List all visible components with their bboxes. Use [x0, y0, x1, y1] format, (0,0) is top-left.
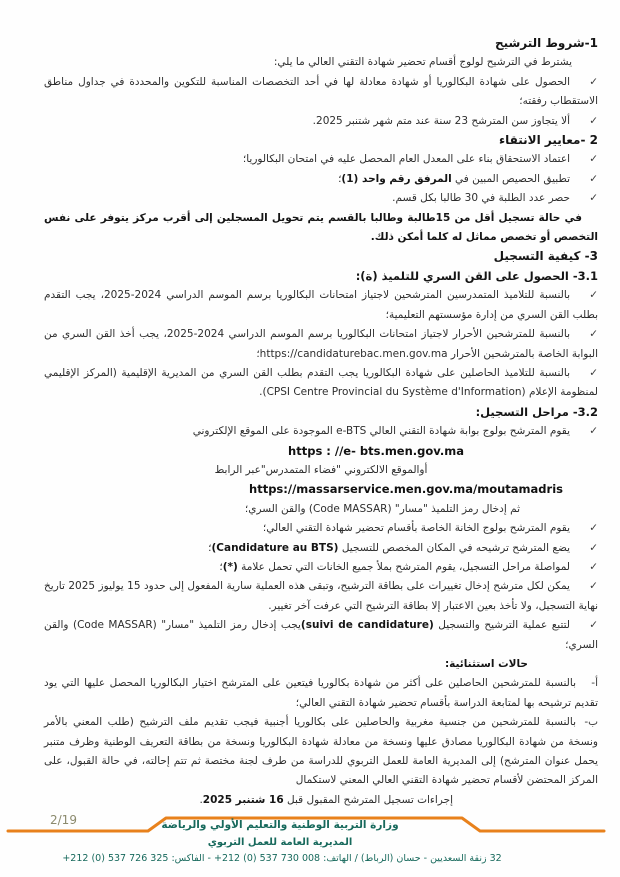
- footer-directorate-name: المديرية العامة للعمل التربوي: [207, 837, 353, 848]
- massar-code-instruction: ثم إدخال رمز التلميذ "مسار" (Code MASSAR) والقن السري؛: [244, 502, 520, 515]
- list-item: [44, 73, 598, 112]
- list-item: [44, 616, 598, 655]
- case-a-text: بالنسبة للمترشحين الحاصلين على أكثر من شهادة بكالوريا فيتعين على المترشح اختيار البكالوريا المحصل عليها التي يود تقديم ترشيحه بها لمتابعة الدراسة بأقسام تحضير شهادة التقني العالي؛: [44, 677, 598, 709]
- transfer-note: في حالة تسجيل أقل من 15طالبة وطالبا بالقسم يتم تحويل المسجلين إلى أقرب مركز يتوفر على نفس التخصص أو تخصص مماثل له كلما أمكن ذلك.: [44, 211, 598, 244]
- checkmark-icon: ✓: [589, 75, 598, 88]
- deadline-date: 16 شتنبر 2025: [202, 793, 284, 806]
- list-item: [44, 150, 598, 169]
- massarservice-url[interactable]: https://massarservice.men.gov.ma/moutamadris: [249, 482, 563, 497]
- case-b-text: بالنسبة للمترشحين من جنسية مغربية والحاصلين على بكالوريا أجنبية فيجب تقديم ملف الترشيح (طلب المعني بالأمر ونسخة من شهادة البكالوريا مصادق عليها ونسخة من معادلة شهادة البكالوريا ونسخة من بطاقة التعريف الوطنية وظرف متنبر يحمل عنوان المترشح) إلى المديرية العامة للعمل التربوي للدراسة من طرف لجنة مختصة ثم تتم إحالته، في حالة القبول، على المركز المحتضن لأقسام تحضير شهادة التقني العالي المعني لاستكمال: [44, 716, 598, 787]
- list-item: [44, 539, 598, 558]
- list-item-text: ألا يتجاوز سن المترشح 23 سنة عند متم شهر شتنبر 2025.: [312, 114, 570, 127]
- list-item: [44, 422, 598, 441]
- section-1-title: 1-شروط الترشيح: [494, 36, 598, 50]
- checkmark-icon: ✓: [589, 425, 598, 438]
- case-b-last-period: .: [199, 793, 203, 806]
- list-item-text: يضع المترشح ترشيحه في المكان المخصص للتسجيل: [338, 541, 570, 554]
- list-item-text-bold: (*): [222, 560, 238, 573]
- list-item-text: لتتبع عملية الترشيح والتسجيل: [433, 619, 570, 632]
- section-3-1-title: 3.1- الحصول على القن السري للتلميذ (ة):: [355, 268, 598, 283]
- list-item-text: بالنسبة للتلاميذ الحاصلين على شهادة البكالوريا يجب التقدم بطلب القن السري من المديرية الإقليمية (المركز الإقليمي لمنظومة الإعلام (CPSI Centre Provincial du Système d'Information).: [44, 366, 598, 399]
- case-a: [44, 674, 598, 713]
- list-item-text: تطبيق الحصيص المبين في: [451, 172, 570, 185]
- list-item-text: يقوم المترشح بولوج بوابة شهادة التقني العالي e-BTS الموجودة على الموقع الإلكتروني: [192, 425, 570, 438]
- list-item-text-bold: المرفق رقم واحد (1): [341, 172, 452, 185]
- list-item-text: يمكن لكل مترشح إدخال تغييرات على بطاقة الترشيح، وتبقى هذه العملية سارية المفعول إلى حدود 15 يوليوز 2025 تاريخ نهاية التسجيل، ولا تأخذ بعين الاعتبار إلا بطاقة الترشيح التي عرفت آخر تغيير.: [44, 580, 598, 612]
- list-item: [44, 364, 598, 403]
- checkmark-icon: ✓: [589, 580, 598, 593]
- exceptional-cases-title: حالات استثنائية:: [444, 658, 528, 670]
- moutamadris-link-caption: أوالموقع الالكتروني "فضاء المتمدرس"عبر الرابط: [214, 463, 428, 476]
- checkmark-icon: ✓: [589, 366, 598, 379]
- section-1-intro: يشترط في الترشيح لولوج أقسام تحضير شهادة التقني العالي ما يلي:: [273, 56, 572, 69]
- list-item: [44, 519, 598, 538]
- list-item-text: الحصول على شهادة البكالوريا أو شهادة معادلة لها في أحد التخصصات المناسبة للتكوين والمحددة في جداول مناطق الاستقطاب رفقته؛: [44, 75, 598, 108]
- list-item-text: يقوم المترشح بولوج الخانة الخاصة بأقسام تحضير شهادة التقني العالي؛: [262, 522, 570, 535]
- checkmark-icon: ✓: [589, 192, 598, 205]
- footer-ministry-name: وزارة التربية الوطنية والتعليم الأولي والرياضة: [161, 819, 399, 831]
- case-b: [44, 713, 598, 791]
- case-b-last-line: [44, 791, 453, 810]
- checkmark-icon: ✓: [589, 172, 598, 185]
- list-item-text: بالنسبة للتلاميذ المتمدرسين المترشحين لاجتياز امتحانات البكالوريا برسم الموسم الدراسي 2024-2025، يجب التقدم بطلب القن السري من إدارة مؤسستهم التعليمية؛: [44, 289, 598, 321]
- list-item-text: ؛: [219, 560, 223, 573]
- list-item-text-bold: (Candidature au BTS): [211, 541, 339, 554]
- document-body: [44, 34, 598, 810]
- checkmark-icon: ✓: [589, 619, 598, 632]
- list-item: [44, 325, 598, 364]
- list-item: [44, 558, 598, 577]
- list-item: [44, 112, 598, 131]
- case-b-last-text: إجراءات تسجيل المترشح المقبول قبل: [283, 793, 453, 806]
- list-item-text: حصر عدد الطلبة في 30 طالبا بكل قسم.: [392, 192, 570, 205]
- list-item-text: بالنسبة للمترشحين الأحرار لاجتياز امتحانات البكالوريا برسم الموسم الدراسي 2024-2025، يجب أخذ القن السري من البوابة الخاصة بالمترشحين الأحرار https://candidaturebac.men.gov.ma؛: [44, 328, 598, 360]
- ebts-portal-url[interactable]: https : //e- bts.men.gov.ma: [288, 443, 464, 458]
- case-b-marker: ب-: [584, 716, 598, 729]
- list-item-text: يجب إدخال رمز التلميذ "مسار" (Code MASSAR) والقن السري؛: [44, 619, 598, 651]
- checkmark-icon: ✓: [589, 153, 598, 166]
- list-item: [44, 189, 598, 208]
- list-item: [44, 286, 598, 325]
- section-3-2-title: 3.2- مراحل التسجيل:: [475, 404, 598, 419]
- list-item-text: ؛: [338, 172, 342, 185]
- list-item-text: اعتماد الاستحقاق بناء على المعدل العام المحصل عليه في امتحان البكالوريا؛: [242, 153, 570, 166]
- checkmark-icon: ✓: [589, 522, 598, 535]
- checkmark-icon: ✓: [589, 560, 598, 573]
- list-item-text-bold: (suivi de candidature): [300, 619, 434, 632]
- checkmark-icon: ✓: [589, 289, 598, 302]
- checkmark-icon: ✓: [589, 114, 598, 127]
- checkmark-icon: ✓: [589, 328, 598, 341]
- section-2-title: 2 -معايير الانتقاء: [498, 133, 598, 148]
- checkmark-icon: ✓: [589, 541, 598, 554]
- list-item: [44, 170, 598, 189]
- list-item: [44, 577, 598, 616]
- case-a-marker: أ-: [591, 677, 598, 690]
- list-item-text: ؛: [208, 541, 212, 554]
- page-number: 2/19: [50, 813, 77, 827]
- list-item-text: لمواصلة مراحل التسجيل، يقوم المترشح بملأ جميع الخانات التي تحمل علامة: [237, 560, 570, 573]
- section-3-title: 3- كيفية التسجيل: [493, 249, 598, 264]
- footer-address-contact: 32 زنقة السعديين - حسان (الرباط) / الهاتف: 008 730 537 (0) 212+ - الفاكس: 325 726 537 (0) 212+: [62, 853, 502, 864]
